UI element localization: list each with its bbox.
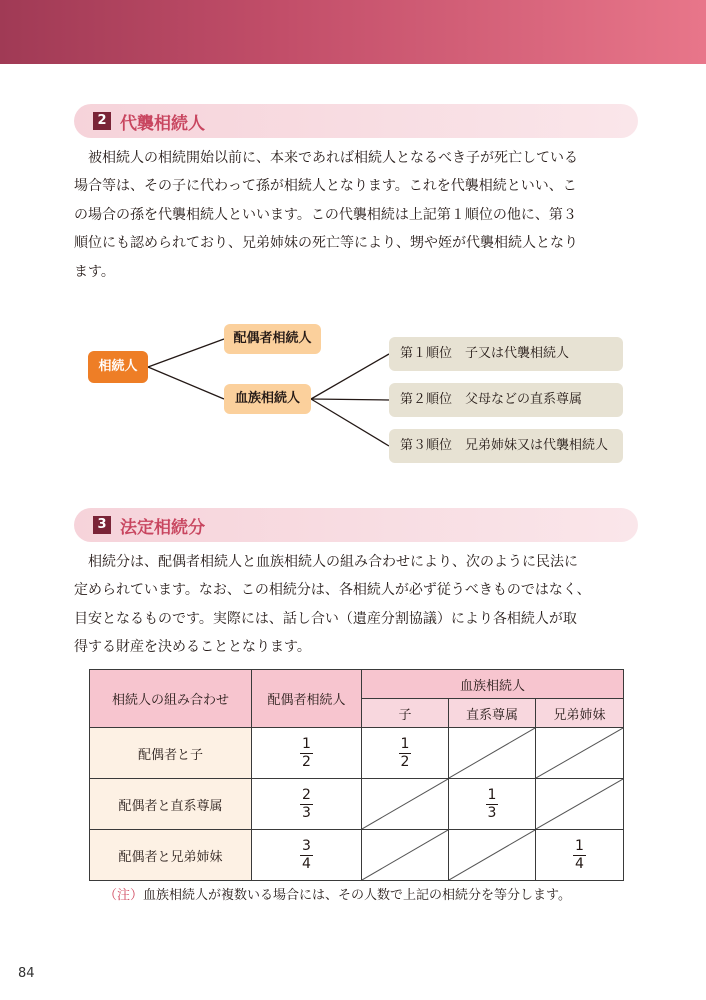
header-sibling: 兄弟姉妹 [536,699,624,728]
fraction: $\frac{2}{3}$ [302,786,311,821]
row-label: 配偶者と子 [90,728,252,779]
empty-cell [362,779,449,830]
paragraph-line: 定められています。なお、この相続分は、各相続人が必ず従うべきものではなく、 [74,582,591,599]
header-spouse: 配偶者相続人 [252,670,362,728]
empty-cell [536,728,624,779]
connector-line [148,367,224,399]
row-label: 配偶者と兄弟姉妹 [90,830,252,881]
connector-line [311,399,389,446]
header-child: 子 [362,699,449,728]
spouse-share-cell [252,830,362,881]
empty-cell [362,830,449,881]
fraction: $\frac{3}{4}$ [302,837,311,872]
spouse-share-cell [252,728,362,779]
connector-line [311,399,389,400]
paragraph-line: 被相続人の相続開始以前に、本来であれば相続人となるべき子が死亡している [88,150,578,166]
note-mark: （注） [104,888,144,903]
rank-2-box: 第２順位 父母などの直系尊属 [389,383,623,417]
sibling-share-cell [536,830,624,881]
paragraph-line: 順位にも認められており、兄弟姉妹の死亡等により、甥や姪が代襲相続人となり [74,235,578,252]
fraction: $\frac{1}{2}$ [302,735,311,770]
fraction: $\frac{1}{4}$ [575,837,584,872]
empty-cell [449,830,536,881]
paragraph-line: の場合の孫を代襲相続人といいます。この代襲相続は上記第１順位の他に、第３ [74,206,577,223]
empty-cell [536,779,624,830]
spouse-share-cell [252,779,362,830]
section-3-number: 3 [93,516,111,534]
statutory-share-table [89,669,624,881]
fraction: $\frac{1}{3}$ [487,786,497,821]
connector-line [148,339,224,367]
section-3-paragraph [74,548,640,662]
section-3-title: 法定相続分 [120,518,205,538]
row-label: 配偶者と直系尊属 [90,779,252,830]
fraction: $\frac{1}{2}$ [400,735,410,770]
paragraph-line: ます。 [74,263,115,280]
table-footnote [104,884,571,903]
paragraph-line: 得する財産を決めることとなります。 [74,639,311,656]
paragraph-line: 相続分は、配偶者相続人と血族相続人の組み合わせにより、次のように民法に [88,554,578,570]
header-combination: 相続人の組み合わせ [90,670,252,728]
heir-root-node: 相続人 [88,351,148,383]
ascendant-share-cell [449,779,536,830]
header-blood: 血族相続人 [362,670,624,699]
blood-heir-node: 血族相続人 [224,384,311,414]
connector-line [311,354,389,399]
header-ascendant: 直系尊属 [449,699,536,728]
section-2-title: 代襲相続人 [120,114,205,134]
empty-cell [449,728,536,779]
child-share-cell [362,728,449,779]
rank-1-box: 第１順位 子又は代襲相続人 [389,337,623,371]
spouse-heir-node: 配偶者相続人 [224,324,321,354]
section-2-number: 2 [93,112,111,130]
paragraph-line: 場合等は、その子に代わって孫が相続人となります。これを代襲相続といい、こ [74,178,577,195]
note-text: 血族相続人が複数いる場合には、その人数で上記の相続分を等分します。 [143,888,571,903]
paragraph-line: 目安となるものです。実際には、話し合い（遺産分割協議）により各相続人が取 [74,610,577,627]
rank-3-box: 第３順位 兄弟姉妹又は代襲相続人 [389,429,623,463]
section-3-heading [74,508,638,542]
page-number: 84 [18,966,35,981]
